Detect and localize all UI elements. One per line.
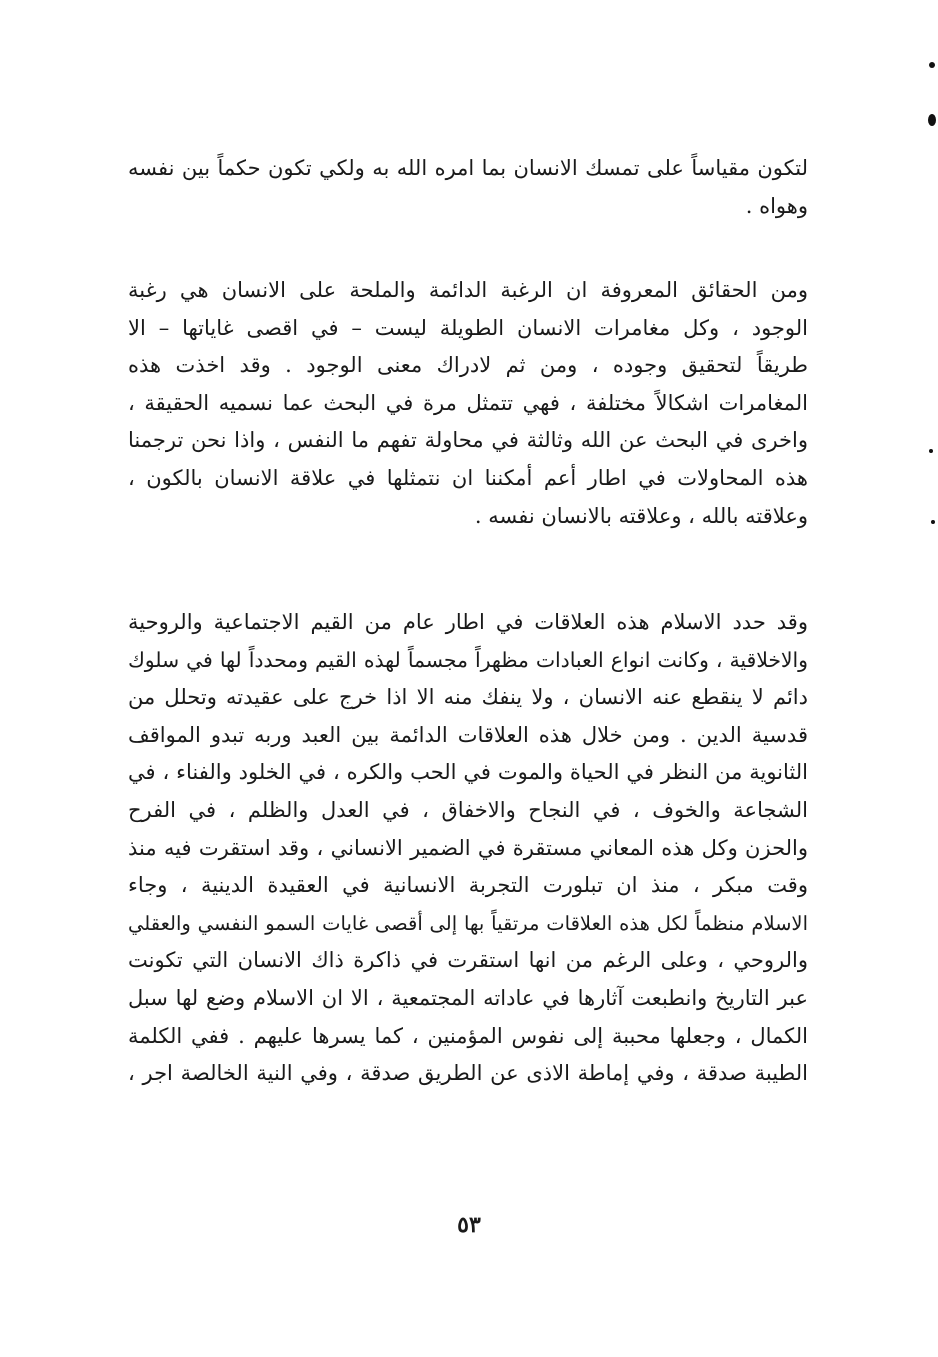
text-line: الطيبة صدقة ، وفي إماطة الاذى عن الطريق صدقة ، وفي النية الخالصة اجر ،: [128, 1061, 808, 1086]
text-line: طريقاً لتحقيق وجوده ، ومن ثم لادراك معنى الوجود . وقد اخذت هذه: [128, 353, 808, 378]
text-line: والحزن وكل هذه المعاني مستقرة في الضمير الانساني ، وقد استقرت فيه منذ: [128, 835, 808, 860]
text-line: وهواه .: [745, 193, 808, 218]
scan-speck: [929, 449, 933, 453]
text-line: دائم لا ينقطع عنه الانسان ، ولا ينفك منه الا اذا خرج على عقيدته وتحلل من: [128, 685, 808, 710]
text-line: الثانوية من النظر في الحياة والموت في الحب والكره ، في الخلود والفناء ، في: [128, 760, 808, 785]
page-number: ٥٣: [457, 1212, 481, 1238]
text-line: المغامرات اشكالاً مختلفة ، فهي تتمثل مرة في البحث عما نسميه الحقيقة ،: [128, 390, 808, 415]
paragraph-2: [128, 272, 808, 535]
text-line: والروحي ، وعلى الرغم من انها استقرت في ذاكرة ذاك الانسان التي تكونت: [128, 948, 808, 973]
text-line: الشجاعة والخوف ، في النجاح والاخفاق ، في العدل والظلم ، في الفرح: [128, 797, 808, 822]
text-line: هذه المحاولات في اطار أعم أمكننا ان نتمثلها في علاقة الانسان بالكون ،: [128, 465, 808, 490]
text-line: لتكون مقياساً على تمسك الانسان بما امره الله به ولكي تكون حكماً بين نفسه: [128, 156, 808, 180]
text-line: وقت مبكر ، منذ ان تبلورت التجربة الانسانية في العقيدة الدينية ، وجاء: [128, 873, 808, 898]
text-line: عبر التاريخ وانطبعت آثارها في عاداته المجتمعية ، الا ان الاسلام وضع لها سبل: [128, 985, 808, 1010]
text-line: والاخلاقية ، وكانت انواع العبادات مظهراً مجسماً لهذه القيم ومحدداً لها في سلوك: [128, 647, 808, 672]
scan-speck: [929, 62, 935, 68]
text-line: ومن الحقائق المعروفة ان الرغبة الدائمة والملحة على الانسان هي رغبة: [128, 278, 808, 302]
paragraph-1: [128, 150, 808, 225]
text-line: واخرى في البحث عن الله وثالثة في محاولة تفهم ما النفس ، واذا نحن ترجمنا: [128, 428, 808, 453]
scan-speck: [928, 114, 936, 126]
text-line: الكمال ، وجعلها محببة إلى نفوس المؤمنين ، كما يسرها عليهم . ففي الكلمة: [128, 1023, 808, 1048]
text-line: وعلاقته بالله ، وعلاقته بالانسان نفسه .: [474, 503, 808, 528]
text-line: الوجود ، وكل مغامرات الانسان الطويلة ليست – في اقصى غاياتها – الا: [128, 315, 808, 340]
text-line: قدسية الدين . ومن خلال هذه العلاقات الدائمة بين العبد وربه تبدو المواقف: [128, 722, 808, 747]
text-line: الاسلام منظماً لكل هذه العلاقات مرتقياً بها إلى أقصى غايات السمو النفسي والعقلي: [128, 911, 808, 935]
text-line: وقد حدد الاسلام هذه العلاقات في اطار عام من القيم الاجتماعية والروحية: [128, 610, 808, 634]
paragraph-3: [128, 604, 808, 1093]
scan-speck: [931, 520, 935, 524]
